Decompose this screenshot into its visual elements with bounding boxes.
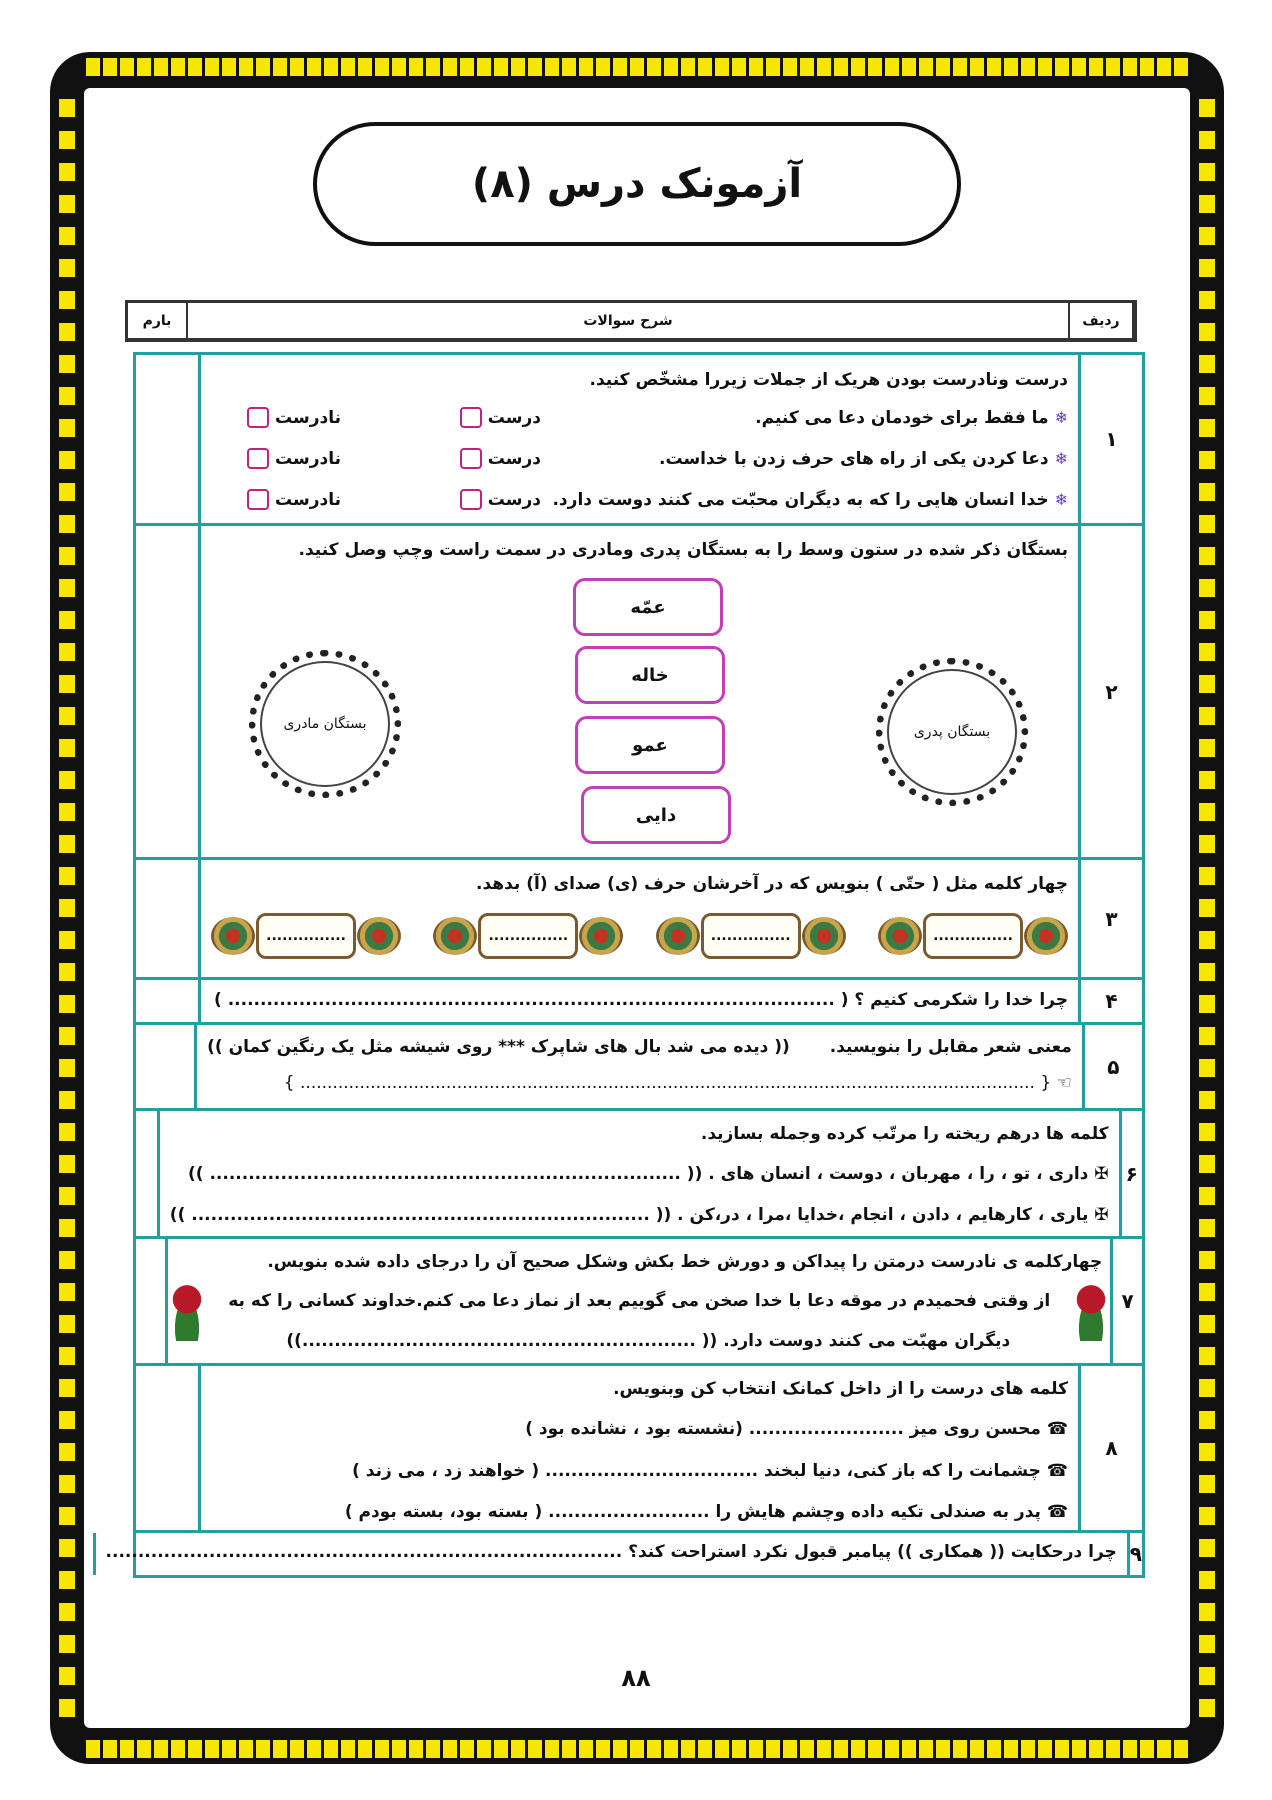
relative-box[interactable]: دایی — [581, 786, 731, 844]
true-false-item — [211, 397, 1068, 438]
question-instruction: چهارکلمه ی نادرست درمتن را پیداکن و دورش خط بکش وشکل صحیح آن را درجای داده شده بنویس. — [267, 1252, 1103, 1272]
true-label: درست — [487, 448, 541, 469]
snowflake-bullet-icon: ❄ — [1054, 489, 1068, 509]
question-row-5 — [136, 1025, 1142, 1111]
question-number: ۳ — [1078, 860, 1142, 977]
question-number: ۵ — [1082, 1025, 1142, 1108]
question-body — [198, 526, 1078, 857]
fill-blank-item[interactable]: ☎ محسن روی میز ........................ (نشسته بود ، نشانده بود ) — [525, 1419, 1068, 1439]
true-false-item — [211, 438, 1068, 479]
true-checkbox[interactable] — [460, 489, 482, 510]
question-row-9 — [105, 1533, 1142, 1575]
true-checkbox[interactable] — [460, 407, 482, 428]
ornament-icon — [802, 917, 846, 955]
scrambled-sentence[interactable]: ✠ یاری ، کارهایم ، دادن ، انجام ،خدایا ،مرا ، در،کن . (( ....................................................................... )) — [169, 1205, 1109, 1225]
question-instruction: چهار کلمه مثل ( حتّی ) بنویس که در آخرشان حرف (ی) صدای (آ) بدهد. — [476, 874, 1068, 894]
maternal-label: بستگان مادری — [283, 716, 367, 732]
question-number: ۸ — [1078, 1366, 1142, 1530]
border-pattern-left — [56, 88, 78, 1728]
question-row-3 — [136, 860, 1142, 980]
page-title: آزمونک درس (۸) — [471, 161, 803, 207]
question-number: ۷ — [1110, 1239, 1142, 1363]
relative-box[interactable]: خاله — [575, 646, 725, 704]
question-row-6 — [136, 1111, 1142, 1239]
question-row-4 — [136, 980, 1142, 1025]
border-pattern-right — [1196, 88, 1218, 1728]
answer-line[interactable]: ☜ { ........................................................................................................................................ } — [283, 1073, 1072, 1093]
question-text[interactable]: چرا خدا را شکرمی کنیم ؟ ( .............................................................................................. ) — [214, 990, 1068, 1010]
passage-line[interactable]: دیگران مهبّت می کنند دوست دارد. (( .............................................................)) — [286, 1331, 1011, 1351]
title-banner — [313, 122, 961, 246]
false-label: نادرست — [275, 489, 341, 510]
score-cell — [136, 1111, 157, 1236]
answer-frame[interactable] — [656, 907, 846, 965]
question-body — [165, 1239, 1110, 1363]
score-cell — [136, 355, 198, 523]
question-row-7 — [136, 1239, 1142, 1366]
header-score: بارم — [142, 312, 172, 329]
border-pattern-top — [84, 56, 1190, 78]
question-body — [198, 980, 1078, 1022]
passage-line: از وقتی فحمیدم در موقه دعا با خدا صخن می گوییم بعد از نماز دعا می کنم.خداوند کسانی را که به — [228, 1291, 1051, 1311]
answer-blank: ............... — [256, 913, 356, 959]
snowflake-bullet-icon: ❄ — [1054, 407, 1068, 427]
ornament-icon — [656, 917, 700, 955]
question-body — [194, 1025, 1082, 1108]
true-label: درست — [487, 407, 541, 428]
paternal-label: بستگان پدری — [913, 724, 991, 740]
false-checkbox[interactable] — [247, 448, 269, 469]
score-cell — [136, 980, 198, 1022]
question-body — [198, 1366, 1078, 1530]
header-row-number: ردیف — [1068, 303, 1132, 338]
paternal-relatives-circle — [876, 658, 1028, 806]
maternal-relatives-circle — [249, 650, 401, 798]
ornament-icon — [211, 917, 255, 955]
question-instruction: کلمه ها درهم ریخته را مرتّب کرده وجمله بسازید. — [700, 1124, 1109, 1144]
answer-blank: ............... — [923, 913, 1023, 959]
score-cell — [136, 526, 198, 857]
false-checkbox[interactable] — [247, 407, 269, 428]
ornament-icon — [878, 917, 922, 955]
score-cell — [136, 1025, 194, 1108]
question-body — [198, 355, 1078, 523]
poem-text: (( دیده می شد بال های شاپرک *** روی شیشه مثل یک رنگین کمان )) — [207, 1037, 790, 1057]
question-row-1 — [136, 355, 1142, 526]
rose-icon — [1070, 1277, 1112, 1341]
question-instruction: درست ونادرست بودن هریک از جملات زیررا مشخّص کنید. — [589, 370, 1068, 390]
true-label: درست — [487, 489, 541, 510]
question-body — [93, 1533, 1127, 1575]
answer-frame[interactable] — [878, 907, 1068, 965]
statement-text: ما فقط برای خودمان دعا می کنیم. — [755, 407, 1049, 428]
false-checkbox[interactable] — [247, 489, 269, 510]
ornament-icon — [357, 917, 401, 955]
score-cell — [136, 1239, 165, 1363]
rose-icon — [166, 1277, 208, 1341]
ornament-icon — [1024, 917, 1068, 955]
statement-text: خدا انسان هایی را که به دیگران محبّت می کنند دوست دارد. — [552, 489, 1049, 510]
ornament-icon — [433, 917, 477, 955]
fill-blank-item[interactable]: ☎ چشمانت را که باز کنی، دنیا لبخند ................................. ( خواهند زد ، می زند ) — [352, 1461, 1068, 1481]
score-cell — [136, 860, 198, 977]
true-checkbox[interactable] — [460, 448, 482, 469]
statement-text: دعا کردن یکی از راه های حرف زدن با خداست. — [658, 448, 1049, 469]
question-body — [198, 860, 1078, 977]
relative-box[interactable]: عمّه — [573, 578, 723, 636]
question-number: ۱ — [1078, 355, 1142, 523]
question-text[interactable]: چرا درحکایت (( همکاری )) پیامبر قبول نکرد استراحت کند؟ ................................................................................ — [105, 1542, 1117, 1562]
header-questions: شرح سوالات — [186, 303, 1068, 338]
snowflake-bullet-icon: ❄ — [1054, 448, 1068, 468]
matching-area — [211, 566, 1068, 850]
false-label: نادرست — [275, 407, 341, 428]
question-instruction: بستگان ذکر شده در ستون وسط را به بستگان پدری ومادری در سمت راست وچپ وصل کنید. — [298, 540, 1068, 560]
answer-frames — [211, 900, 1068, 972]
score-cell — [136, 1366, 198, 1530]
question-number: ۹ — [1127, 1533, 1142, 1575]
question-body — [157, 1111, 1119, 1236]
answer-blank: ............... — [478, 913, 578, 959]
page-number: ۸۸ — [621, 1664, 651, 1692]
answer-frame[interactable] — [211, 907, 401, 965]
answer-blank: ............... — [701, 913, 801, 959]
true-false-item — [211, 479, 1068, 520]
question-instruction: معنی شعر مقابل را بنویسید. — [829, 1037, 1072, 1057]
scrambled-sentence[interactable]: ✠ داری ، تو ، را ، مهربان ، دوست ، انسان های . (( ......................................................................... )) — [188, 1164, 1109, 1184]
border-pattern-bottom — [84, 1738, 1190, 1760]
ornament-icon — [579, 917, 623, 955]
false-label: نادرست — [275, 448, 341, 469]
question-instruction-line — [207, 1029, 1072, 1065]
question-row-8 — [136, 1366, 1142, 1533]
relative-box[interactable]: عمو — [575, 716, 725, 774]
questions-table — [105, 352, 1145, 1578]
fill-blank-item[interactable]: ☎ پدر به صندلی تکیه داده وچشم هایش را ......................... ( بسته بود، بسته بودم ) — [344, 1502, 1068, 1522]
question-number: ۴ — [1078, 980, 1142, 1022]
table-header — [125, 300, 1137, 342]
question-number: ۲ — [1078, 526, 1142, 857]
question-number: ۶ — [1119, 1111, 1142, 1236]
question-row-2 — [136, 526, 1142, 860]
question-instruction: کلمه های درست را از داخل کمانک انتخاب کن وبنویس. — [613, 1379, 1068, 1399]
answer-frame[interactable] — [433, 907, 623, 965]
